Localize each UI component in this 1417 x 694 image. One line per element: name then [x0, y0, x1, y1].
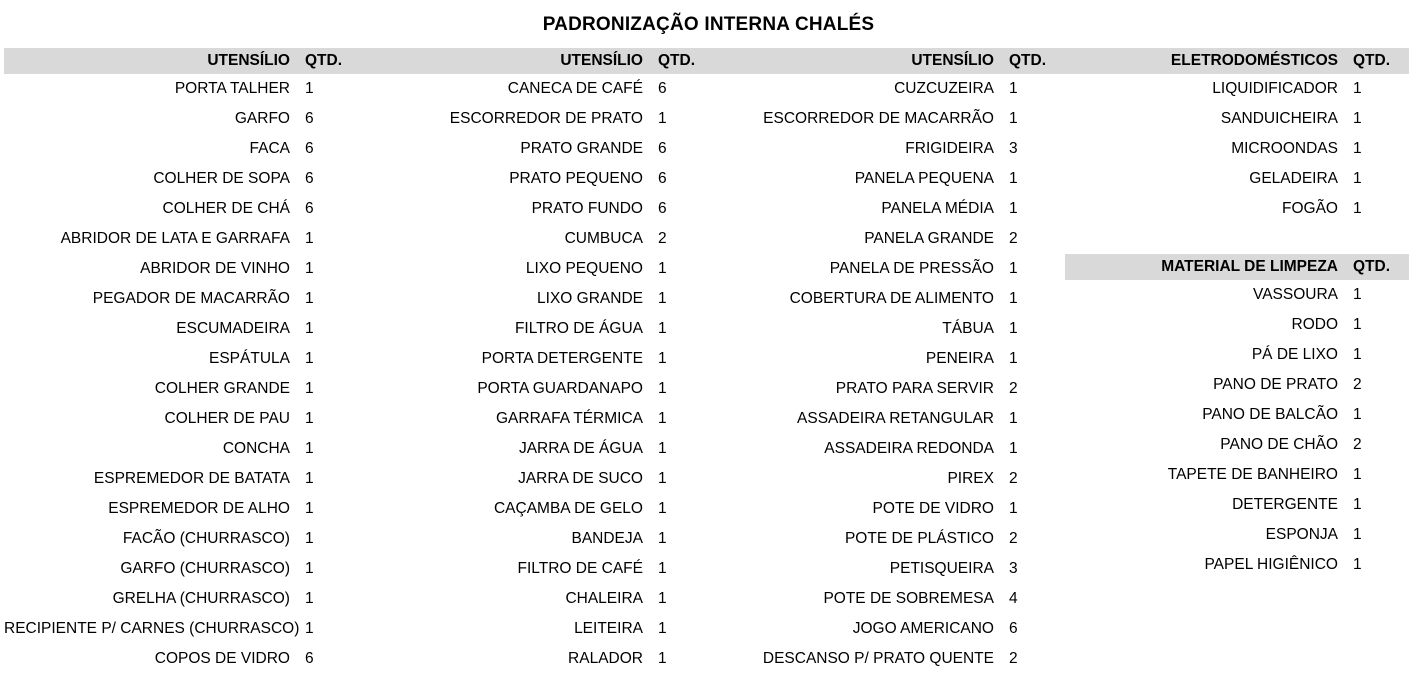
- item-name: PANELA PEQUENA: [854, 170, 994, 187]
- table-row: [4, 464, 361, 494]
- table-row: [4, 104, 361, 134]
- table-row: [714, 374, 1065, 404]
- table-row: [714, 524, 1065, 554]
- table-row: [4, 404, 361, 434]
- item-qtd: 1: [304, 620, 314, 637]
- table-header-row: [361, 48, 714, 74]
- item-qtd: 1: [1008, 440, 1018, 457]
- table-row: [361, 194, 714, 224]
- table-row: [361, 224, 714, 254]
- item-qtd: 1: [304, 230, 314, 247]
- item-name: FOGÃO: [1282, 200, 1338, 217]
- item-qtd: 1: [304, 410, 314, 427]
- item-qtd: 1: [1008, 110, 1018, 127]
- item-name: CONCHA: [222, 440, 290, 457]
- table-row: [361, 554, 714, 584]
- item-name: ESCORREDOR DE MACARRÃO: [763, 110, 994, 127]
- item-name: PORTA GUARDANAPO: [477, 380, 643, 397]
- item-name: FACÃO (CHURRASCO): [122, 530, 290, 547]
- item-qtd: 1: [1008, 170, 1018, 187]
- item-name: GRELHA (CHURRASCO): [112, 590, 290, 607]
- item-qtd: 1: [657, 650, 667, 667]
- item-name: ASSADEIRA RETANGULAR: [797, 410, 994, 427]
- item-name: RALADOR: [568, 650, 643, 667]
- table-row: [361, 614, 714, 644]
- item-name: PANELA GRANDE: [864, 230, 994, 247]
- item-qtd: 6: [657, 80, 667, 97]
- item-qtd: 1: [657, 500, 667, 517]
- item-qtd: 1: [657, 350, 667, 367]
- item-qtd: 1: [657, 440, 667, 457]
- item-qtd: 3: [1008, 140, 1018, 157]
- column-header-name: UTENSÍLIO: [361, 48, 651, 74]
- table-row: [714, 224, 1065, 254]
- item-qtd: 1: [304, 80, 314, 97]
- table-row: [4, 74, 361, 104]
- item-name: PRATO PARA SERVIR: [835, 380, 994, 397]
- table-row: [4, 164, 361, 194]
- item-qtd: 1: [657, 470, 667, 487]
- inventory-columns: [0, 48, 1417, 674]
- item-qtd: 1: [1353, 170, 1362, 187]
- item-name: CUZCUZEIRA: [894, 80, 994, 97]
- item-qtd: 1: [1008, 200, 1018, 217]
- table-row: [361, 314, 714, 344]
- table-row: [714, 254, 1065, 284]
- item-name: GARFO (CHURRASCO): [120, 560, 290, 577]
- item-name: LIXO GRANDE: [537, 290, 643, 307]
- item-qtd: 6: [304, 200, 314, 217]
- item-name: ABRIDOR DE VINHO: [140, 260, 290, 277]
- item-name: COLHER DE SOPA: [153, 170, 290, 187]
- item-name: PANO DE PRATO: [1213, 376, 1338, 393]
- table-row: [4, 194, 361, 224]
- table-row: [361, 524, 714, 554]
- item-qtd: 1: [1008, 80, 1018, 97]
- item-qtd: 1: [657, 530, 667, 547]
- item-name: PIREX: [947, 470, 994, 487]
- column-header-qtd: QTD.: [1346, 254, 1409, 280]
- item-name: GARFO: [234, 110, 290, 127]
- item-qtd: 1: [1008, 500, 1018, 517]
- inventory-table: [1065, 254, 1409, 580]
- item-name: LEITEIRA: [574, 620, 643, 637]
- table-row: [361, 284, 714, 314]
- item-name: PAPEL HIGIÊNICO: [1204, 556, 1338, 573]
- item-name: ESPREMEDOR DE ALHO: [108, 500, 290, 517]
- table-row: [1065, 104, 1409, 134]
- inventory-table: [714, 48, 1065, 674]
- item-qtd: 1: [304, 560, 314, 577]
- item-qtd: 2: [1008, 380, 1018, 397]
- table-row: [1065, 280, 1409, 310]
- item-qtd: 1: [1353, 140, 1362, 157]
- item-name: CUMBUCA: [564, 230, 643, 247]
- item-qtd: 1: [304, 530, 314, 547]
- item-name: ESPREMEDOR DE BATATA: [93, 470, 290, 487]
- item-qtd: 1: [304, 350, 314, 367]
- item-qtd: 1: [1008, 320, 1018, 337]
- column-utensilios-1: [4, 48, 361, 674]
- item-qtd: 6: [1008, 620, 1018, 637]
- table-row: [714, 434, 1065, 464]
- item-qtd: 1: [304, 590, 314, 607]
- item-qtd: 1: [1008, 260, 1018, 277]
- item-qtd: 2: [1353, 376, 1362, 393]
- page-title: PADRONIZAÇÃO INTERNA CHALÉS: [542, 14, 875, 35]
- table-header-row: [1065, 48, 1409, 74]
- column-utensilios-2: [361, 48, 714, 674]
- item-qtd: 4: [1008, 590, 1018, 607]
- item-qtd: 1: [1353, 110, 1362, 127]
- item-name: COLHER GRANDE: [154, 380, 290, 397]
- table-row: [1065, 164, 1409, 194]
- item-qtd: 1: [1353, 200, 1362, 217]
- column-utensilios-3: [714, 48, 1065, 674]
- table-row: [361, 374, 714, 404]
- table-row: [714, 74, 1065, 104]
- table-row: [4, 644, 361, 674]
- item-name: RECIPIENTE P/ CARNES (CHURRASCO): [4, 620, 300, 637]
- table-header-row: [4, 48, 361, 74]
- table-row: [4, 614, 361, 644]
- item-name: FILTRO DE ÁGUA: [514, 320, 643, 337]
- item-name: PEGADOR DE MACARRÃO: [92, 290, 290, 307]
- table-header-row: [1065, 254, 1409, 280]
- item-name: TÁBUA: [942, 320, 994, 337]
- table-row: [4, 224, 361, 254]
- table-row: [1065, 310, 1409, 340]
- table-row: [4, 254, 361, 284]
- table-row: [4, 374, 361, 404]
- item-qtd: 2: [1008, 530, 1018, 547]
- table-row: [361, 164, 714, 194]
- item-qtd: 3: [1008, 560, 1018, 577]
- inventory-table: [1065, 48, 1409, 224]
- section-spacer: [1065, 224, 1409, 254]
- table-row: [1065, 134, 1409, 164]
- table-row: [714, 104, 1065, 134]
- item-qtd: 1: [1008, 410, 1018, 427]
- table-row: [1065, 430, 1409, 460]
- item-name: DETERGENTE: [1232, 496, 1338, 513]
- column-header-name: MATERIAL DE LIMPEZA: [1065, 254, 1346, 280]
- item-name: PANO DE BALCÃO: [1202, 406, 1338, 423]
- item-name: MICROONDAS: [1231, 140, 1338, 157]
- item-name: LIXO PEQUENO: [525, 260, 643, 277]
- item-name: PRATO PEQUENO: [509, 170, 643, 187]
- item-name: FILTRO DE CAFÉ: [517, 560, 643, 577]
- table-row: [1065, 490, 1409, 520]
- item-qtd: 1: [304, 260, 314, 277]
- table-row: [361, 644, 714, 674]
- item-qtd: 2: [1008, 650, 1018, 667]
- item-name: GARRAFA TÉRMICA: [495, 410, 643, 427]
- table-row: [1065, 400, 1409, 430]
- table-row: [4, 524, 361, 554]
- table-row: [361, 404, 714, 434]
- table-row: [714, 314, 1065, 344]
- table-row: [1065, 74, 1409, 104]
- item-qtd: 6: [304, 650, 314, 667]
- item-name: ESPONJA: [1265, 526, 1338, 543]
- item-name: VASSOURA: [1253, 286, 1338, 303]
- item-name: PRATO FUNDO: [531, 200, 643, 217]
- item-name: ESPÁTULA: [209, 350, 290, 367]
- item-name: FACA: [249, 140, 290, 157]
- item-qtd: 6: [657, 200, 667, 217]
- table-row: [714, 464, 1065, 494]
- item-name: RODO: [1291, 316, 1338, 333]
- item-qtd: 1: [1353, 466, 1362, 483]
- table-row: [1065, 520, 1409, 550]
- item-qtd: 1: [1353, 316, 1362, 333]
- item-name: JARRA DE ÁGUA: [518, 440, 643, 457]
- item-qtd: 6: [304, 170, 314, 187]
- item-name: COBERTURA DE ALIMENTO: [789, 290, 994, 307]
- item-name: ESCORREDOR DE PRATO: [449, 110, 643, 127]
- table-row: [714, 554, 1065, 584]
- item-name: TAPETE DE BANHEIRO: [1167, 466, 1338, 483]
- item-qtd: 2: [657, 230, 667, 247]
- table-row: [714, 404, 1065, 434]
- item-name: JARRA DE SUCO: [518, 470, 643, 487]
- item-name: GELADEIRA: [1249, 170, 1338, 187]
- table-row: [361, 104, 714, 134]
- item-qtd: 6: [304, 110, 314, 127]
- item-name: COLHER DE CHÁ: [162, 200, 290, 217]
- item-qtd: 1: [1353, 80, 1362, 97]
- item-qtd: 1: [657, 410, 667, 427]
- item-qtd: 1: [657, 590, 667, 607]
- table-row: [4, 434, 361, 464]
- item-name: ESCUMADEIRA: [176, 320, 290, 337]
- table-row: [361, 494, 714, 524]
- item-qtd: 1: [1353, 556, 1362, 573]
- table-row: [4, 314, 361, 344]
- item-qtd: 1: [1353, 406, 1362, 423]
- item-qtd: 1: [657, 260, 667, 277]
- item-name: BANDEJA: [571, 530, 643, 547]
- item-name: POTE DE SOBREMESA: [823, 590, 994, 607]
- table-row: [1065, 460, 1409, 490]
- item-name: PENEIRA: [925, 350, 994, 367]
- item-qtd: 1: [657, 380, 667, 397]
- item-qtd: 2: [1008, 230, 1018, 247]
- item-name: JOGO AMERICANO: [852, 620, 994, 637]
- item-qtd: 2: [1008, 470, 1018, 487]
- item-qtd: 1: [304, 380, 314, 397]
- item-name: DESCANSO P/ PRATO QUENTE: [762, 650, 994, 667]
- item-qtd: 1: [304, 290, 314, 307]
- column-header-qtd: QTD.: [298, 48, 361, 74]
- table-row: [4, 554, 361, 584]
- item-qtd: 1: [304, 440, 314, 457]
- table-row: [714, 644, 1065, 674]
- table-row: [361, 134, 714, 164]
- item-name: FRIGIDEIRA: [905, 140, 994, 157]
- column-header-qtd: QTD.: [1002, 48, 1065, 74]
- item-name: PORTA DETERGENTE: [481, 350, 643, 367]
- table-row: [1065, 550, 1409, 580]
- table-row: [361, 464, 714, 494]
- item-qtd: 6: [657, 170, 667, 187]
- table-row: [714, 194, 1065, 224]
- item-qtd: 6: [304, 140, 314, 157]
- table-row: [714, 134, 1065, 164]
- item-name: CHALEIRA: [565, 590, 643, 607]
- column-header-name: ELETRODOMÉSTICOS: [1065, 48, 1346, 74]
- item-name: ASSADEIRA REDONDA: [824, 440, 994, 457]
- column-header-qtd: QTD.: [651, 48, 714, 74]
- item-name: POTE DE VIDRO: [872, 500, 994, 517]
- item-qtd: 1: [1353, 286, 1362, 303]
- item-name: COPOS DE VIDRO: [154, 650, 290, 667]
- table-row: [714, 494, 1065, 524]
- inventory-table: [4, 48, 361, 674]
- item-qtd: 1: [304, 500, 314, 517]
- item-qtd: 1: [1008, 290, 1018, 307]
- item-qtd: 1: [1353, 496, 1362, 513]
- inventory-table: [361, 48, 714, 674]
- table-header-row: [714, 48, 1065, 74]
- table-row: [4, 344, 361, 374]
- item-qtd: 1: [1353, 346, 1362, 363]
- item-name: CANECA DE CAFÉ: [507, 80, 643, 97]
- table-row: [4, 284, 361, 314]
- item-name: ABRIDOR DE LATA E GARRAFA: [60, 230, 290, 247]
- table-row: [714, 344, 1065, 374]
- item-qtd: 1: [304, 320, 314, 337]
- table-row: [714, 164, 1065, 194]
- item-name: PANELA DE PRESSÃO: [829, 260, 994, 277]
- item-name: COLHER DE PAU: [164, 410, 290, 427]
- item-qtd: 1: [304, 470, 314, 487]
- table-row: [714, 284, 1065, 314]
- item-qtd: 1: [1353, 526, 1362, 543]
- item-name: CAÇAMBA DE GELO: [493, 500, 643, 517]
- table-row: [361, 344, 714, 374]
- item-name: PETISQUEIRA: [889, 560, 994, 577]
- item-name: POTE DE PLÁSTICO: [844, 530, 994, 547]
- column-header-name: UTENSÍLIO: [714, 48, 1002, 74]
- item-qtd: 1: [1008, 350, 1018, 367]
- table-row: [4, 134, 361, 164]
- item-name: PORTA TALHER: [174, 80, 290, 97]
- table-row: [1065, 340, 1409, 370]
- table-row: [361, 74, 714, 104]
- column-header-name: UTENSÍLIO: [4, 48, 298, 74]
- item-qtd: 1: [657, 290, 667, 307]
- table-row: [1065, 370, 1409, 400]
- item-name: LIQUIDIFICADOR: [1212, 80, 1338, 97]
- table-row: [1065, 194, 1409, 224]
- item-name: PANELA MÉDIA: [881, 200, 994, 217]
- item-name: PANO DE CHÃO: [1220, 436, 1338, 453]
- item-qtd: 6: [657, 140, 667, 157]
- item-name: SANDUICHEIRA: [1220, 110, 1338, 127]
- table-row: [361, 254, 714, 284]
- column-header-qtd: QTD.: [1346, 48, 1409, 74]
- column-eletrodomesticos-limpeza: [1065, 48, 1409, 580]
- table-row: [714, 614, 1065, 644]
- table-row: [361, 584, 714, 614]
- table-row: [4, 584, 361, 614]
- table-row: [4, 494, 361, 524]
- item-qtd: 1: [657, 320, 667, 337]
- table-row: [361, 434, 714, 464]
- table-row: [714, 584, 1065, 614]
- item-name: PÁ DE LIXO: [1251, 346, 1338, 363]
- item-qtd: 2: [1353, 436, 1362, 453]
- item-qtd: 1: [657, 560, 667, 577]
- item-qtd: 1: [657, 110, 667, 127]
- item-name: PRATO GRANDE: [520, 140, 643, 157]
- item-qtd: 1: [657, 620, 667, 637]
